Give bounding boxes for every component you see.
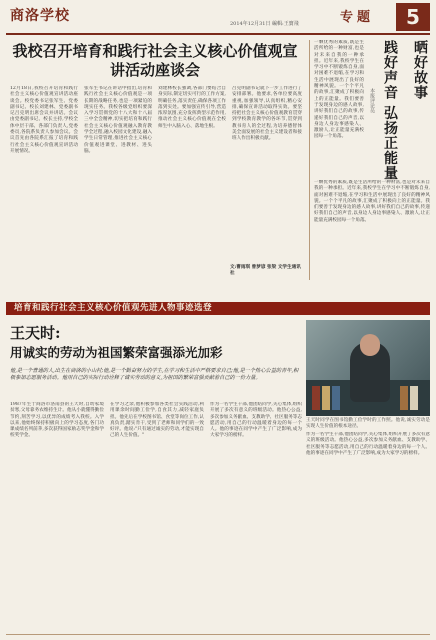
sidebar-title-a: 晒好故事	[412, 40, 428, 100]
article-2-headline-sub: 用诚实的劳动为祖国繁荣富强添光加彩	[10, 345, 223, 360]
dateline: 2014年12月31日 編輯:王寶飛	[230, 21, 299, 27]
article-1-headline: 我校召开培育和践行社会主义核心价值观宣讲活动座谈会	[12, 42, 298, 79]
sidebar-body-left: 一颗优秀的素质,既是生活所给的一种财富,也是对未来自我的一种承担。近年来,我校学生在学习中不断锻炼自身,面对困难不退缩,在学习和生活中展现出了良好的精神风貌。一个个平凡的故事,汇聚成了积极向上的正能量。我们要善于发现身边的感人故事,讲好我们自己的故事,传递好我们自己的声音,以身边人身边事感染人、激励人,让正能量充满校园每一个角落。	[314, 40, 364, 140]
article-1-column-4: 吕克明副书记就下一步工作进行了安排部署。他要求,各单位要高度重视,加强领导,认真组织,精心安排,确保宣讲活动取得实效。要坚持把社会主义核心价值观教育贯穿到学校教育教学的各环节,贯穿到教书育人的全过程,为培养德智体美全面发展的社会主义建设者和接班人作出积极贡献。	[232, 86, 302, 142]
article-1-column-1: 12月18日,我校召开培育和践行社会主义核心价值观宣讲活动座谈会。校党委书记张军生、党委副书记、校长刘建林、党委副书记吕克明出席会议并讲话。会议由党委副书记、校长主持,学校全体中层干部、各部门负责人,党委委员,各院系负责人参加会议。会议首先由各院系汇报了培育和践行社会主义核心价值观宣讲活动开展情况。	[10, 86, 78, 154]
photo-book	[400, 386, 408, 410]
article-1-byline: 文:曹雨琪 曾梦谚 张梁 文学生通讯社	[230, 265, 301, 277]
photo-book	[410, 386, 418, 410]
newspaper-brand: 商洛学校	[10, 8, 70, 24]
photo-caption: 王天时同学在图书馆勤工俭学时的工作照。他说,诚实劳动是实现人生价值的根本途径。	[306, 418, 430, 429]
sidebar-divider	[309, 40, 310, 280]
article-2-headline-name: 王天时:	[10, 324, 61, 342]
sidebar-title-b: 践好声音 弘扬正能量	[382, 40, 398, 181]
section-title: 专题	[340, 10, 375, 25]
top-divider	[6, 33, 430, 35]
photo-book	[322, 386, 330, 410]
bottom-divider	[6, 634, 430, 635]
page-number: 5	[396, 3, 430, 31]
article-2-intro: 他,是一个普通的人,出生在商洛的小山村;他,是一个勤奋努力的学生,在学习和生活中严格要求自己;他,是一个热心公益的青年,积极参加志愿服务活动。他用自己的实际行动诠释了诚实劳动的意义,为祖国的繁荣富强贡献着自己的一份力量。	[10, 368, 299, 381]
article-2-column-3: 作为一名学生干部,他团结同学,关心集体,组织开展了多次有意义的班级活动。他热心公益,多次参加义务献血、支教助学、社区服务等志愿活动,用自己的行动温暖着身边的每一个人。他的事迹在同学中产生了广泛影响,成为大家学习的榜样。	[210, 402, 302, 439]
article-2-column-1: 1987年生于商洛市洛南县的王天时,自幼家境贫寒,父母靠务农维持生计。他从小就懂得勤俭节约,刻苦学习,以优异的成绩考入我校。入学以来,他始终保持积极向上的学习态度,各门功课成绩名列前茅,多次获得国家励志奖学金和学校奖学金。	[10, 402, 104, 439]
article-2-column-2: 在学习之余,他积极参加各类社会实践活动,利用课余时间勤工俭学,自食其力,减轻家庭负担。他先后在学校图书馆、食堂等岗位工作,认真负责,踏实肯干,受到了老师和同学们的一致好评。他说:"只有通过诚实的劳动,才能实现自己的人生价值。"	[110, 402, 204, 439]
article-1-column-2: 张军生书记在讲话中指出,培育和践行社会主义核心价值观是一项长期的战略任务,也是一项紧迫的现实任务。我校各级党组织要深入学习贯彻党的十八大和十八届三中全会精神,切实把培育和践行社会主义核心价值观融入教育教学全过程,融入校园文化建设,融入学生日常管理,推进社会主义核心价值观进课堂、进教材、进头脑。	[84, 86, 152, 154]
photo-book	[312, 386, 320, 410]
photo-book	[332, 386, 340, 410]
sidebar-author: 本报评论员	[369, 88, 375, 113]
sidebar-body-bottom: 一颗优秀的素质,既是生活所给的一种财富,也是对未来自我的一种承担。近年来,我校学生在学习中不断锻炼自身,面对困难不退缩,在学习和生活中展现出了良好的精神风貌。一个个平凡的故事,汇聚成了积极向上的正能量。我们要善于发现身边的感人故事,讲好我们自己的故事,传递好我们自己的声音,以身边人身边事感染人、激励人,让正能量充满校园每一个角落。	[314, 180, 430, 223]
photo-face	[360, 334, 380, 356]
section-banner: 培育和践行社会主义核心价值观先进人物事迹选登	[6, 302, 430, 315]
portrait-photo	[306, 320, 430, 416]
article-1-column-3: 刘建林校长强调,各部门要结合自身实际,制定切实可行的工作方案,明确任务,落实责任,确保各项工作落到实处。要加强宣传引导,营造浓厚氛围,充分发挥典型示范作用,推动社会主义核心价值观在全校师生中入脑入心、落地生根。	[158, 86, 226, 129]
article-2-column-4: 作为一名学生干部,他团结同学,关心集体,组织开展了多次有意义的班级活动。他热心公益,多次参加义务献血、支教助学、社区服务等志愿活动,用自己的行动温暖着身边的每一个人。他的事迹在同学中产生了广泛影响,成为大家学习的榜样。	[306, 432, 430, 456]
masthead	[0, 0, 436, 34]
